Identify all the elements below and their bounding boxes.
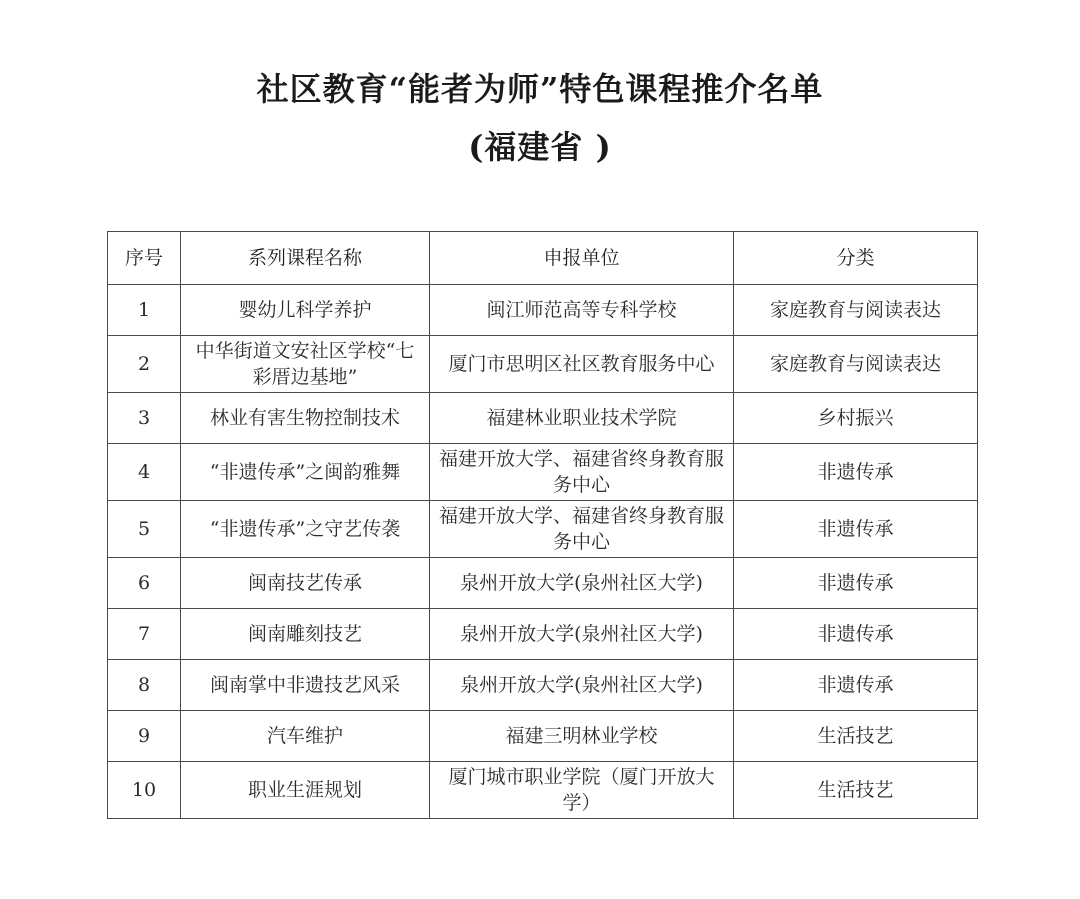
cell-unit: 福建开放大学、福建省终身教育服务中心	[430, 501, 734, 558]
cell-no: 1	[108, 285, 181, 336]
cell-course: 林业有害生物控制技术	[181, 393, 430, 444]
cell-course: “非遗传承”之闽韵雅舞	[181, 444, 430, 501]
cell-no: 4	[108, 444, 181, 501]
table-row	[108, 711, 978, 762]
cell-category: 非遗传承	[734, 444, 978, 501]
cell-unit: 福建林业职业技术学院	[430, 393, 734, 444]
cell-unit: 泉州开放大学(泉州社区大学)	[430, 609, 734, 660]
cell-category: 生活技艺	[734, 762, 978, 819]
cell-course: 闽南技艺传承	[181, 558, 430, 609]
cell-category: 非遗传承	[734, 609, 978, 660]
cell-category: 非遗传承	[734, 501, 978, 558]
table-row	[108, 609, 978, 660]
cell-course: “非遗传承”之守艺传袭	[181, 501, 430, 558]
table-row	[108, 444, 978, 501]
cell-course: 婴幼儿科学养护	[181, 285, 430, 336]
course-table	[107, 231, 978, 819]
cell-unit: 福建三明林业学校	[430, 711, 734, 762]
table-body	[108, 285, 978, 819]
cell-unit: 厦门市思明区社区教育服务中心	[430, 336, 734, 393]
cell-no: 2	[108, 336, 181, 393]
cell-category: 家庭教育与阅读表达	[734, 336, 978, 393]
cell-course: 职业生涯规划	[181, 762, 430, 819]
column-header-unit: 申报单位	[430, 232, 734, 285]
cell-category: 乡村振兴	[734, 393, 978, 444]
cell-unit: 福建开放大学、福建省终身教育服务中心	[430, 444, 734, 501]
cell-unit: 泉州开放大学(泉州社区大学)	[430, 660, 734, 711]
cell-no: 5	[108, 501, 181, 558]
table-header	[108, 232, 978, 285]
table-row	[108, 660, 978, 711]
table-row	[108, 285, 978, 336]
cell-course: 中华街道文安社区学校“七彩厝边基地”	[181, 336, 430, 393]
cell-no: 8	[108, 660, 181, 711]
cell-unit: 泉州开放大学(泉州社区大学)	[430, 558, 734, 609]
cell-unit: 厦门城市职业学院（厦门开放大学）	[430, 762, 734, 819]
cell-category: 生活技艺	[734, 711, 978, 762]
table-row	[108, 558, 978, 609]
cell-unit: 闽江师范高等专科学校	[430, 285, 734, 336]
page-title: 社区教育“能者为师”特色课程推介名单	[256, 70, 824, 108]
cell-no: 3	[108, 393, 181, 444]
table-row	[108, 336, 978, 393]
table-row	[108, 501, 978, 558]
cell-category: 非遗传承	[734, 660, 978, 711]
cell-no: 6	[108, 558, 181, 609]
column-header-no: 序号	[108, 232, 181, 285]
page-subtitle: (福建省 )	[468, 128, 612, 166]
header-row	[108, 232, 978, 285]
cell-category: 非遗传承	[734, 558, 978, 609]
column-header-category: 分类	[734, 232, 978, 285]
cell-course: 汽车维护	[181, 711, 430, 762]
table-row	[108, 393, 978, 444]
cell-category: 家庭教育与阅读表达	[734, 285, 978, 336]
table-row	[108, 762, 978, 819]
cell-no: 7	[108, 609, 181, 660]
cell-no: 9	[108, 711, 181, 762]
column-header-course: 系列课程名称	[181, 232, 430, 285]
cell-no: 10	[108, 762, 181, 819]
cell-course: 闽南掌中非遗技艺风采	[181, 660, 430, 711]
cell-course: 闽南雕刻技艺	[181, 609, 430, 660]
